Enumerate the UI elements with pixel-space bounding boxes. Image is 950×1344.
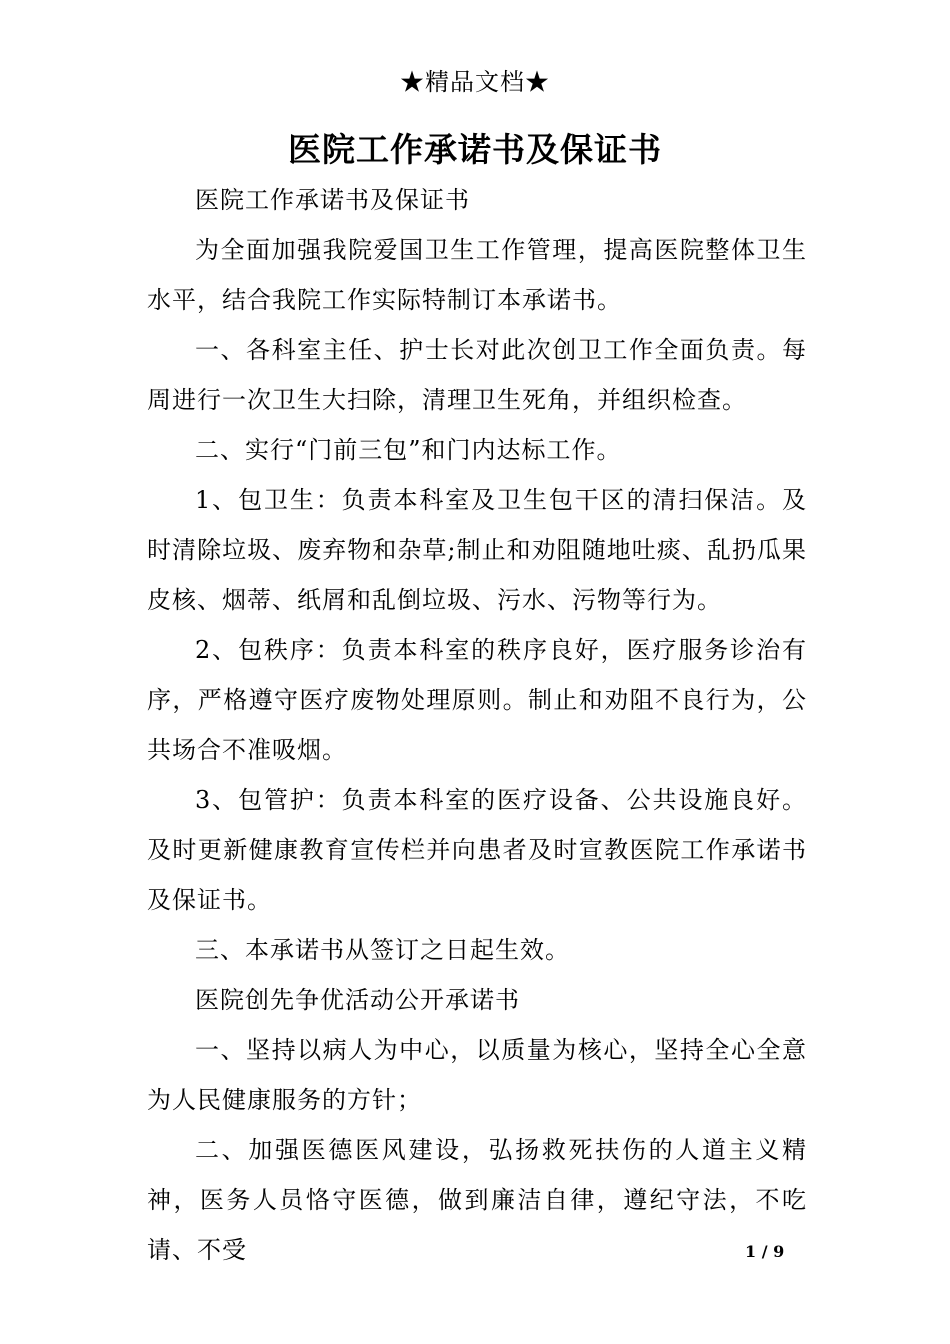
document-title: 医院工作承诺书及保证书 bbox=[288, 130, 662, 169]
body-paragraph-item-2: 二、实行“门前三包”和门内达标工作。 bbox=[195, 436, 622, 464]
body-paragraph-item-1: 一、各科室主任、护士长对此次创卫工作全面负责。每周进行一次卫生大扫除，清理卫生死角，并组织检查。 bbox=[147, 336, 807, 414]
body-paragraph-pledge-1: 一、坚持以病人为中心，以质量为核心，坚持全心全意为人民健康服务的方针； bbox=[147, 1036, 807, 1114]
body-paragraph-item-3: 三、本承诺书从签订之日起生效。 bbox=[195, 936, 570, 964]
body-paragraph-pledge-2: 二、加强医德医风建设，弘扬救死扶伤的人道主义精神，医务人员恪守医德，做到廉洁自律，遵纪守法，不吃请、不受 bbox=[147, 1136, 807, 1264]
body-paragraph-subtitle: 医院工作承诺书及保证书 bbox=[195, 186, 470, 214]
body-paragraph-section-title: 医院创先争优活动公开承诺书 bbox=[195, 986, 520, 1014]
document-header-mark: ★精品文档★ bbox=[400, 68, 550, 96]
body-paragraph-subitem-2: 2、包秩序：负责本科室的秩序良好，医疗服务诊治有序，严格遵守医疗废物处理原则。制止和劝阻不良行为，公共场合不准吸烟。 bbox=[147, 636, 807, 764]
body-paragraph-subitem-1: 1、包卫生：负责本科室及卫生包干区的清扫保洁。及时清除垃圾、废弃物和杂草;制止和劝阻随地吐痰、乱扔瓜果皮核、烟蒂、纸屑和乱倒垃圾、污水、污物等行为。 bbox=[147, 486, 807, 614]
body-paragraph-intro: 为全面加强我院爱国卫生工作管理，提高医院整体卫生水平，结合我院工作实际特制订本承诺书。 bbox=[147, 236, 807, 314]
body-paragraph-subitem-3: 3、包管护：负责本科室的医疗设备、公共设施良好。及时更新健康教育宣传栏并向患者及时宣教医院工作承诺书及保证书。 bbox=[147, 786, 807, 914]
page-number: 1 / 9 bbox=[745, 1242, 785, 1261]
document-body bbox=[147, 175, 807, 1275]
